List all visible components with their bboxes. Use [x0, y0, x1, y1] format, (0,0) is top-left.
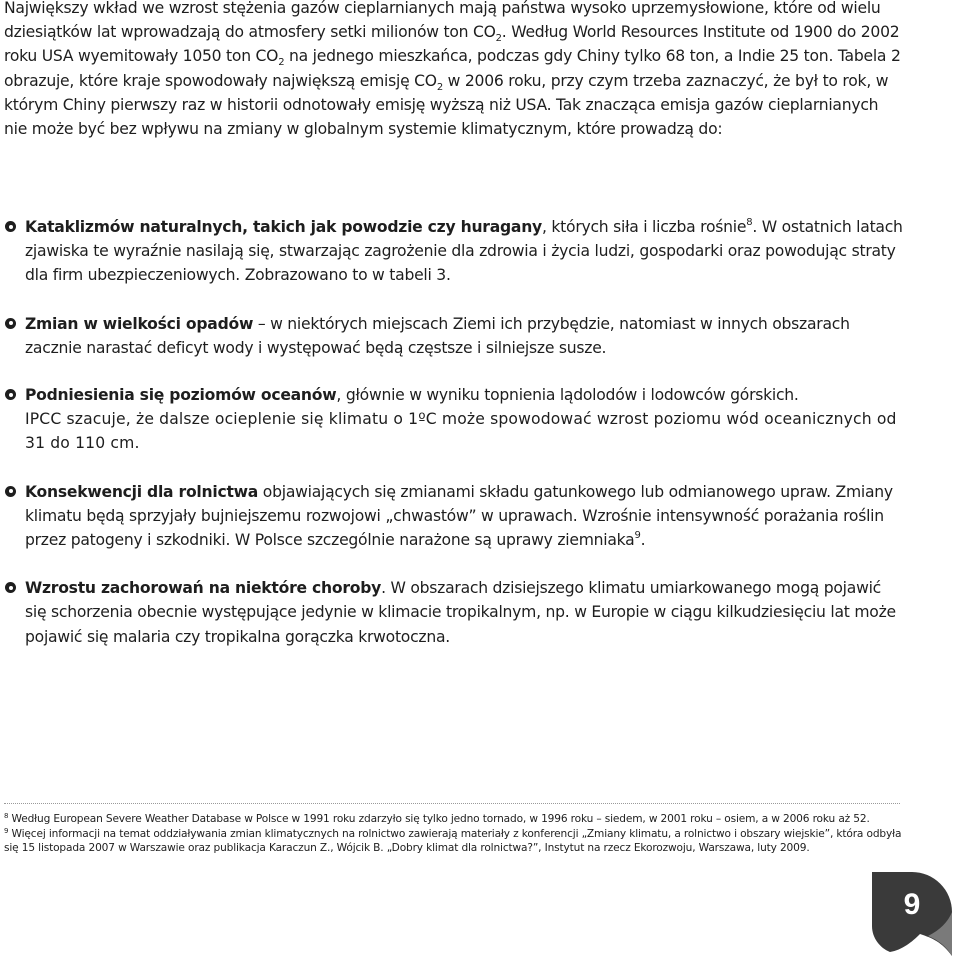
footnote-text: Według European Severe Weather Database w Polsce w 1991 roku zdarzyło się tylko jedno tornado, w 1996 roku – siedem, w 2001 roku – osiem, a w 2006 roku aż 52. [8, 813, 870, 825]
bullet-ring-icon [5, 318, 16, 329]
item-heading: Konsekwencji dla rolnictwa [25, 482, 259, 501]
bullet-ring-icon [5, 582, 16, 593]
intro-paragraph [4, 0, 904, 141]
co2-subscript: 2 [495, 33, 502, 45]
page-number-badge [872, 872, 960, 956]
footnote-divider [4, 803, 900, 804]
item-text-continued: IPCC szacuje, że dalsze ocieplenie się klimatu o 1ºC może spowodować wzrost poziomu wód oceanicznych od 31 do 110 cm. [25, 410, 897, 453]
footnote-text: Więcej informacji na temat oddziaływania zmian klimatycznych na rolnictwo zawierają materiały z konferencji „Zmiany klimatu, a rolnictwo i obszary wiejskie”, która odbyła się 15 listopada 2007 w Warszawie oraz publikacja Karaczun Z., Wójcik B. „Dobry klimat dla rolnictwa?”, Instytut na rzecz Ekorozwoju, Warszawa, luty 2009. [4, 827, 902, 855]
footnote-number: 8 [4, 812, 9, 820]
item-text: – w niektórych miejscach Ziemi ich przybędzie, natomiast w innych obszarach zacznie narastać deficyt wody i występować będą częstsze i silniejsze susze. [25, 314, 850, 357]
item-text-continued: . [640, 531, 646, 550]
intro-text-4: w 2006 roku, przy czym trzeba zaznaczyć, że był to rok, w którym Chiny pierwszy raz w historii odnotowały emisję wyższą niż USA. Tak znacząca emisja gazów cieplarnianych nie może być bez wpływu na zmiany w globalnym systemie klimatycznym, które prowadzą do: [4, 71, 889, 139]
footnote-8 [4, 812, 904, 827]
co2-subscript: 2 [278, 57, 285, 69]
intro-text-2: . Według World Resources Institute od 1900 do 2002 roku USA wyemitowały 1050 ton CO [4, 23, 900, 66]
list-item [4, 383, 904, 456]
item-text: objawiających się zmianami składu gatunkowego lub odmianowego upraw. Zmiany klimatu będą sprzyjały bujniejszemu rozwojowi „chwastów” w uprawach. Wzrośnie intensywność porażania roślin przez patogeny i szkodniki. W Polsce szczególnie narażone są uprawy ziemniaka [25, 482, 893, 550]
footnote-number: 9 [4, 826, 9, 835]
consequences-list [4, 215, 904, 673]
item-text: . W obszarach dzisiejszego klimatu umiarkowanego mogą pojawić się schorzenia obecnie występujące jedynie w klimacie tropikalnym, np. w Europie w ciągu kilkudziesięciu lat może pojawić się malaria czy tropikalna gorączka krwotoczna. [25, 579, 896, 646]
footnotes [4, 812, 904, 856]
list-item [4, 215, 904, 288]
bullet-ring-icon [5, 221, 16, 232]
item-text-continued: . W ostatnich latach zjawiska te wyraźnie nasilają się, stwarzając zagrożenie dla zdrowia i życia ludzi, gospodarki oraz powodując straty dla firm ubezpieczeniowych. Zobrazowano to w tabeli 3. [25, 218, 903, 285]
intro-text-1: Największy wkład we wzrost stężenia gazów cieplarnianych mają państwa wysoko uprzemysłowione, które od wielu dziesiątków lat wprowadzają do atmosfery setki milionów ton CO [4, 0, 881, 42]
list-item [4, 576, 904, 649]
bullet-ring-icon [5, 389, 16, 400]
footnote-9 [4, 827, 904, 856]
co2-subscript: 2 [436, 81, 443, 93]
list-item [4, 480, 904, 553]
page-number: 9 [903, 888, 921, 921]
item-text: , których siła i liczba rośnie [541, 218, 747, 236]
item-heading: Zmian w wielkości opadów [25, 314, 254, 333]
item-heading: Kataklizmów naturalnych, takich jak powodzie czy huragany [25, 218, 542, 236]
list-item [4, 312, 904, 360]
footnote-ref: 8 [746, 217, 753, 228]
item-heading: Wzrostu zachorowań na niektóre choroby [25, 579, 382, 598]
item-text: , głównie w wyniku topnienia lądolodów i lodowców górskich. [336, 386, 799, 405]
footnote-ref: 9 [634, 530, 641, 542]
item-heading: Podniesienia się poziomów oceanów [25, 386, 337, 405]
intro-text-3: na jednego mieszkańca, podczas gdy Chiny tylko 68 ton, a Indie 25 ton. Tabela 2 obrazuje, które kraje spowodowały największą emisję CO [4, 47, 901, 90]
bullet-ring-icon [5, 486, 16, 497]
